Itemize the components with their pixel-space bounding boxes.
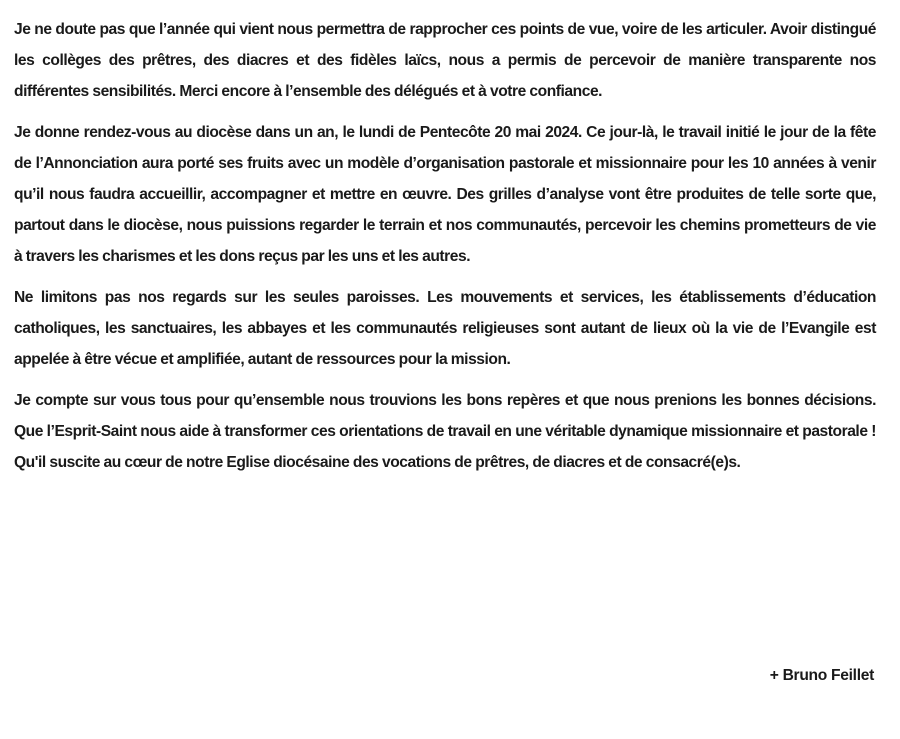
paragraph-4: Je compte sur vous tous pour qu’ensemble nous trouvions les bons repères et que nous prenions les bonnes décisions. Que l’Esprit-Saint nous aide à transformer ces orientations de travail en une véritable dynamique missionnaire et pastorale ! Qu'il suscite au cœur de notre Eglise diocésaine des vocations de prêtres, de diacres et de consacré(e)s. — [14, 392, 876, 471]
paragraph-1: Je ne doute pas que l’année qui vient nous permettra de rapprocher ces points de vue, voire de les articuler. Avoir distingué les collèges des prêtres, des diacres et des fidèles laïcs, nous a permis de percevoir de manière transparente nos différentes sensibilités. Merci encore à l’ensemble des délégués et à votre confiance. — [14, 21, 876, 100]
paragraph-2: Je donne rendez-vous au diocèse dans un an, le lundi de Pentecôte 20 mai 2024. Ce jour-là, le travail initié le jour de la fête de l’Annonciation aura porté ses fruits avec un modèle d’organisation pastorale et missionnaire pour les 10 années à venir qu’il nous faudra accueillir, accompagner et mettre en œuvre. Des grilles d’analyse vont être produites de telle sorte que, partout dans le diocèse, nous puissions regarder le terrain et nos communautés, percevoir les chemins prometteurs de vie à travers les charismes et les dons reçus par les uns et les autres. — [14, 124, 876, 265]
signature: + Bruno Feillet — [769, 667, 874, 684]
letter-body — [14, 14, 876, 488]
paragraph-3: Ne limitons pas nos regards sur les seules paroisses. Les mouvements et services, les établissements d’éducation catholiques, les sanctuaires, les abbayes et les communautés religieuses sont autant de lieux où la vie de l’Evangile est appelée à être vécue et amplifiée, autant de ressources pour la mission. — [14, 289, 876, 368]
